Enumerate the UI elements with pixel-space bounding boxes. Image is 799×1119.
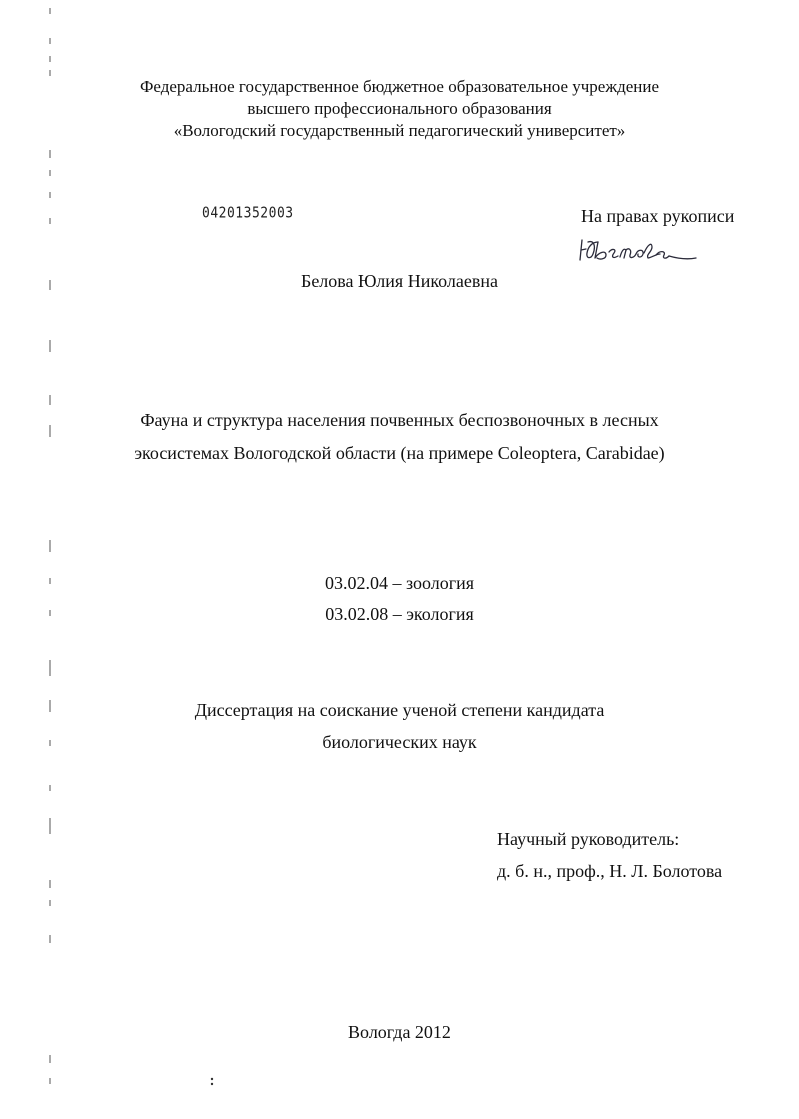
- signature: [576, 232, 701, 268]
- dissertation-line-1: Диссертация на соискание ученой степени кандидата: [194, 700, 605, 720]
- registration-number: 04201352003: [202, 205, 294, 223]
- specialty-zoology: 03.02.04 – зоология: [324, 573, 475, 593]
- institution-line-3: «Вологодский государственный педагогический университет»: [173, 121, 626, 140]
- binding-marks: [44, 0, 56, 1119]
- supervisor-label: Научный руководитель:: [497, 829, 680, 849]
- dissertation-line-2: биологических наук: [322, 732, 477, 752]
- thesis-title-line-1: Фауна и структура населения почвенных беспозвоночных в лесных: [140, 410, 659, 430]
- institution-line-1: Федеральное государственное бюджетное образовательное учреждение: [139, 77, 660, 96]
- institution-line-2: высшего профессионального образования: [247, 99, 552, 118]
- supervisor-name: д. б. н., проф., Н. Л. Болотова: [497, 861, 723, 881]
- specialty-ecology: 03.02.08 – экология: [325, 604, 474, 624]
- thesis-title-line-2: экосистемах Вологодской области (на примере Coleoptera, Carabidae): [134, 443, 665, 463]
- scan-speck: [208, 1075, 216, 1089]
- place-year: Вологда 2012: [348, 1022, 451, 1042]
- author-name: Белова Юлия Николаевна: [300, 271, 499, 291]
- manuscript-note: На правах рукописи: [581, 206, 735, 226]
